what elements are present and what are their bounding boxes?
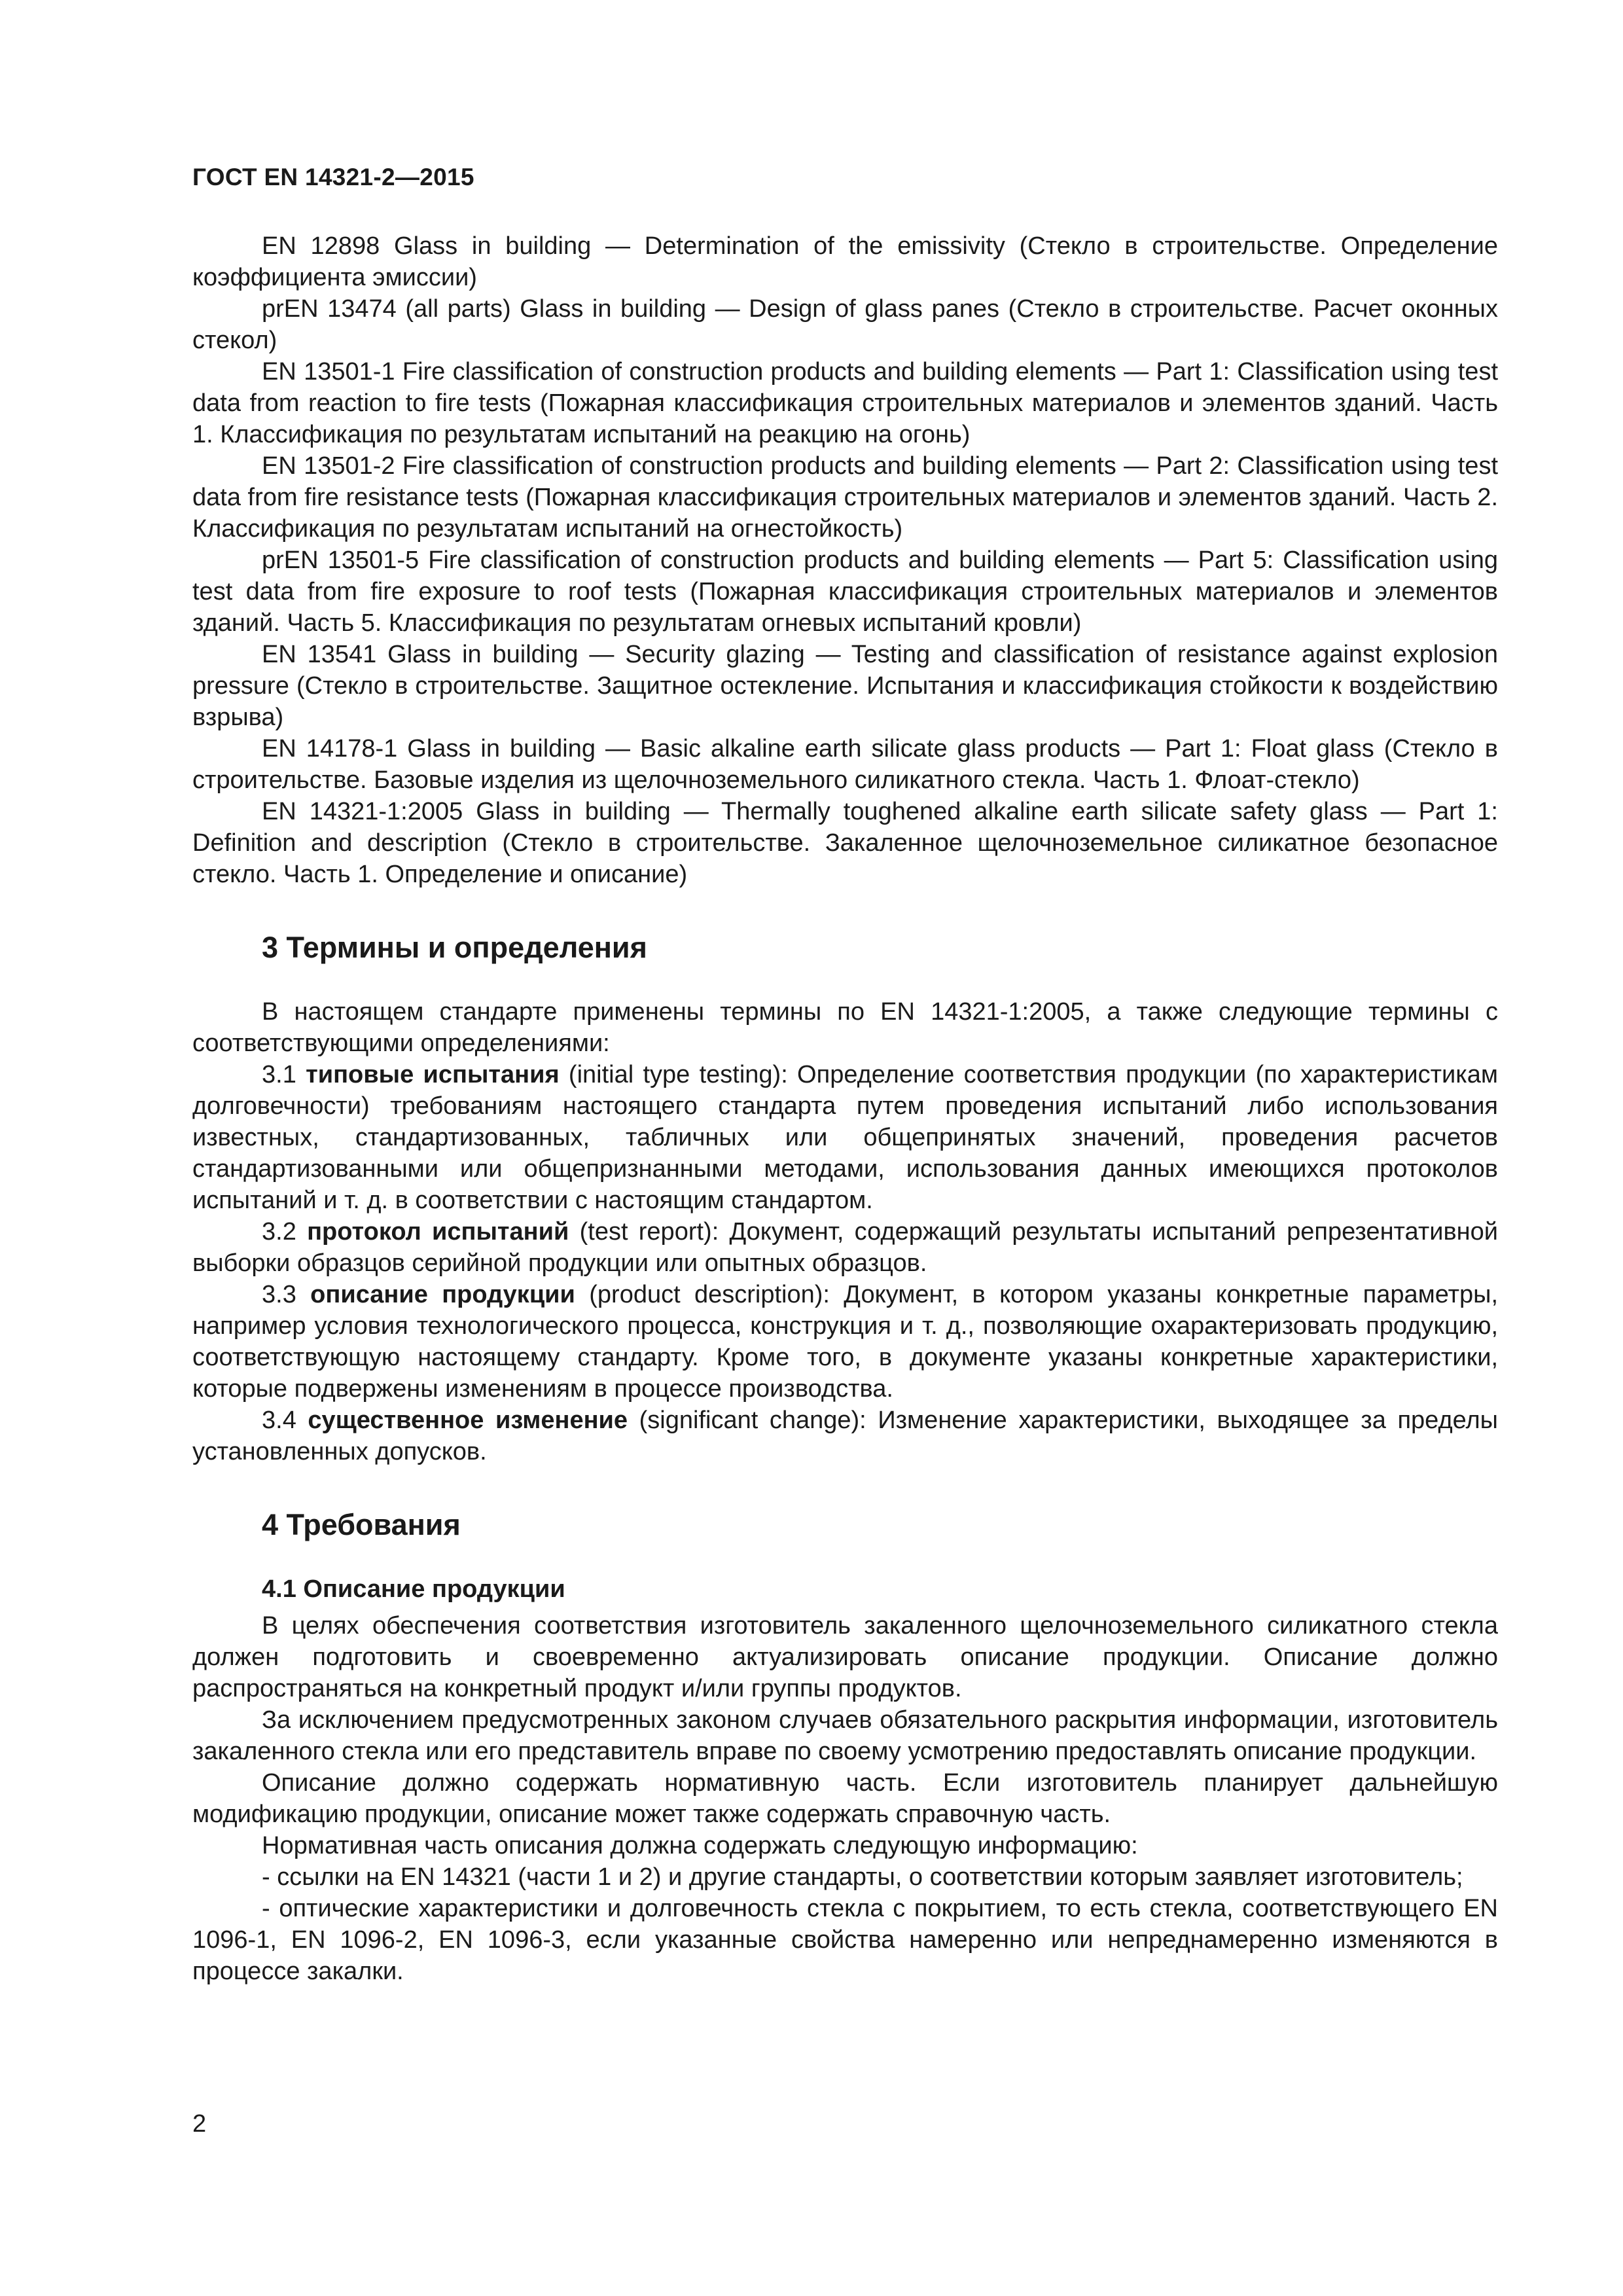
normative-references-list [192,230,1498,890]
term-text: (product description): Документ, в котором указаны конкретные параметры, например условия технологического процесса, конструкция и т. д., позволяющие охарактеризовать продукцию, соответствующую настоящему стандарту. Кроме того, в документе указаны конкретные характеристики, которые подвержены изменениям в процессе производства. [192,1281,1498,1403]
term-definition [192,1216,1498,1279]
term-name: описание продукции [310,1281,575,1308]
subsection-4-1-heading: 4.1 Описание продукции [262,1575,565,1603]
list-item: - ссылки на EN 14321 (части 1 и 2) и другие стандарты, о соответствии которым заявляет изготовитель; [262,1863,1463,1891]
section-3-intro: В настоящем стандарте применены термины по EN 14321-1:2005, а также следующие термины с соответствующими определениями: [192,998,1498,1057]
reference-item: EN 14321-1:2005 Glass in building — Thermally toughened alkaline earth silicate safety glass — Part 1: Definition and description (Стекло в строительстве. Закаленное щелочноземельное силикатное безопасное стекло. Часть 1. Определение и описание) [192,798,1498,888]
term-text: (significant change): Изменение характеристики, выходящее за пределы установленных допусков. [192,1407,1498,1465]
list-item: - оптические характеристики и долговечность стекла с покрытием, то есть стекла, соответствующего EN 1096-1, EN 1096-2, EN 1096-3, если указанные свойства намеренно или непреднамеренно изменяются в процессе закалки. [192,1895,1498,1985]
term-text: (test report): Документ, содержащий результаты испытаний репрезентативной выборки образцов серийной продукции или опытных образцов. [192,1218,1498,1277]
reference-item: EN 13541 Glass in building — Security glazing — Testing and classification of resistance against explosion pressure (Стекло в строительстве. Защитное остекление. Испытания и классификация стойкости к воздействию взрыва) [192,641,1498,731]
term-number: 3.1 [262,1061,296,1088]
term-definition [192,1279,1498,1405]
paragraph: Описание должно содержать нормативную часть. Если изготовитель планирует дальнейшую модификацию продукции, описание может также содержать справочную часть. [192,1769,1498,1828]
page-number: 2 [192,2110,207,2138]
term-definition [192,1059,1498,1216]
term-name: типовые испытания [306,1061,560,1088]
paragraph: За исключением предусмотренных законом случаев обязательного раскрытия информации, изготовитель закаленного стекла или его представитель вправе по своему усмотрению предоставлять описание продукции. [192,1706,1498,1765]
document-header: ГОСТ EN 14321-2—2015 [192,164,474,190]
reference-item: prEN 13474 (all parts) Glass in building — Design of glass panes (Стекло в строительстве. Расчет оконных стекол) [192,295,1498,354]
term-text: (initial type testing): Определение соответствия продукции (по характеристикам долговечности) требованиям настоящего стандарта путем проведения испытаний либо использования известных, стандартизованных, табличных или общепринятых значений, проведения расчетов стандартизованными или общепризнанными методами, использования данных имеющихся протоколов испытаний и т. д. в соответствии с настоящим стандартом. [192,1061,1498,1214]
term-name: протокол испытаний [307,1218,569,1246]
reference-item: EN 12898 Glass in building — Determination of the emissivity (Стекло в строительстве. Определение коэффициента эмиссии) [192,232,1498,291]
reference-item: prEN 13501-5 Fire classification of construction products and building elements — Part 5: Classification using test data from fire exposure to roof tests (Пожарная классификация строительных материалов и элементов зданий. Часть 5. Классификация по результатам огневых испытаний кровли) [192,547,1498,637]
term-number: 3.4 [262,1407,296,1434]
reference-item: EN 13501-2 Fire classification of construction products and building elements — Part 2: Classification using test data from fire resistance tests (Пожарная классификация строительных материалов и элементов зданий. Часть 2. Классификация по результатам испытаний на огнестойкость) [192,452,1498,543]
document-body [192,230,1498,1987]
term-definition [192,1405,1498,1467]
reference-item: EN 14178-1 Glass in building — Basic alkaline earth silicate glass products — Part 1: Float glass (Стекло в строительстве. Базовые изделия из щелочноземельного силикатного стекла. Часть 1. Флоат-стекло) [192,735,1498,794]
term-number: 3.2 [262,1218,296,1246]
section-3-heading: 3 Термины и определения [262,931,647,964]
section-4-heading: 4 Требования [262,1508,461,1541]
paragraph: В целях обеспечения соответствия изготовитель закаленного щелочноземельного силикатного стекла должен подготовить и своевременно актуализировать описание продукции. Описание должно распространяться на конкретный продукт и/или группы продуктов. [192,1612,1498,1702]
paragraph: Нормативная часть описания должна содержать следующую информацию: [262,1832,1138,1859]
term-name: существенное изменение [308,1407,628,1434]
term-number: 3.3 [262,1281,296,1308]
reference-item: EN 13501-1 Fire classification of construction products and building elements — Part 1: Classification using test data from reaction to fire tests (Пожарная классификация строительных материалов и элементов зданий. Часть 1. Классификация по результатам испытаний на реакцию на огонь) [192,358,1498,448]
